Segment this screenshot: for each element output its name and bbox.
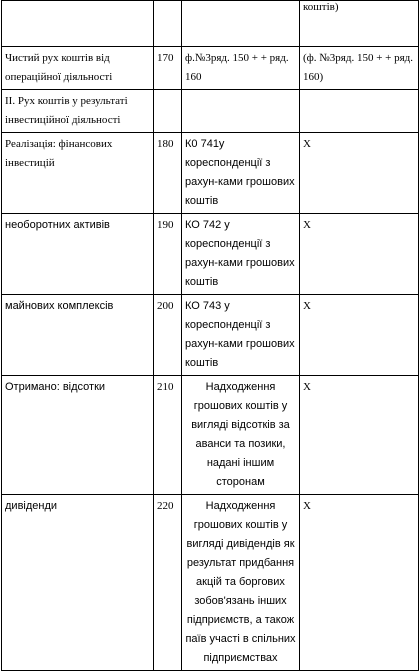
table-row	[2, 90, 419, 133]
formula-cell: Х	[300, 295, 419, 376]
formula-cell: (ф. №3ряд. 150 + + ряд. 160)	[300, 47, 419, 90]
line-name-cell: необоротних активів	[2, 214, 154, 295]
formula-cell	[300, 90, 419, 133]
table-row	[2, 1, 419, 47]
source-cell: Надходження грошових коштів у вигляді відсотків за аванси та позики, надані іншим сторонам	[182, 376, 300, 495]
source-cell	[182, 1, 300, 47]
source-cell: КО 742 у кореспонденції з рахун-ками грошових коштів	[182, 214, 300, 295]
table-row	[2, 376, 419, 495]
table-row	[2, 47, 419, 90]
line-code-cell: 190	[154, 214, 182, 295]
table-row	[2, 495, 419, 671]
cash-flow-table	[1, 0, 419, 671]
line-name-cell: Отримано: відсотки	[2, 376, 154, 495]
formula-cell: Х	[300, 376, 419, 495]
source-cell: Надходження грошових коштів у вигляді дивідендів як результат придбання акцій та боргових зобов'язань інших підприємств, а також паїв участі в спільних підприємствах	[182, 495, 300, 671]
line-code-cell: 220	[154, 495, 182, 671]
line-name-cell	[2, 1, 154, 47]
table-row	[2, 214, 419, 295]
source-cell: КО 743 у кореспонденції з рахун-ками грошових коштів	[182, 295, 300, 376]
source-cell: К0 741у кореспонденції з рахун-ками грошових коштів	[182, 133, 300, 214]
line-name-cell: Чистий рух коштів від операційної діяльності	[2, 47, 154, 90]
line-code-cell	[154, 1, 182, 47]
line-code-cell: 170	[154, 47, 182, 90]
line-name-cell: Реалізація: фінансових інвестицій	[2, 133, 154, 214]
source-cell	[182, 90, 300, 133]
formula-cell: Х	[300, 133, 419, 214]
source-cell: ф.№3ряд. 150 + + ряд. 160	[182, 47, 300, 90]
line-name-cell: дивіденди	[2, 495, 154, 671]
line-code-cell: 210	[154, 376, 182, 495]
section-heading-cell: II. Рух коштів у результаті інвестиційної діяльності	[2, 90, 154, 133]
formula-cell: Х	[300, 495, 419, 671]
line-code-cell	[154, 90, 182, 133]
line-code-cell: 180	[154, 133, 182, 214]
table-row	[2, 133, 419, 214]
line-code-cell: 200	[154, 295, 182, 376]
line-name-cell: майнових комплексів	[2, 295, 154, 376]
table-row	[2, 295, 419, 376]
formula-cell: Х	[300, 214, 419, 295]
formula-cell: коштів)	[300, 1, 419, 47]
